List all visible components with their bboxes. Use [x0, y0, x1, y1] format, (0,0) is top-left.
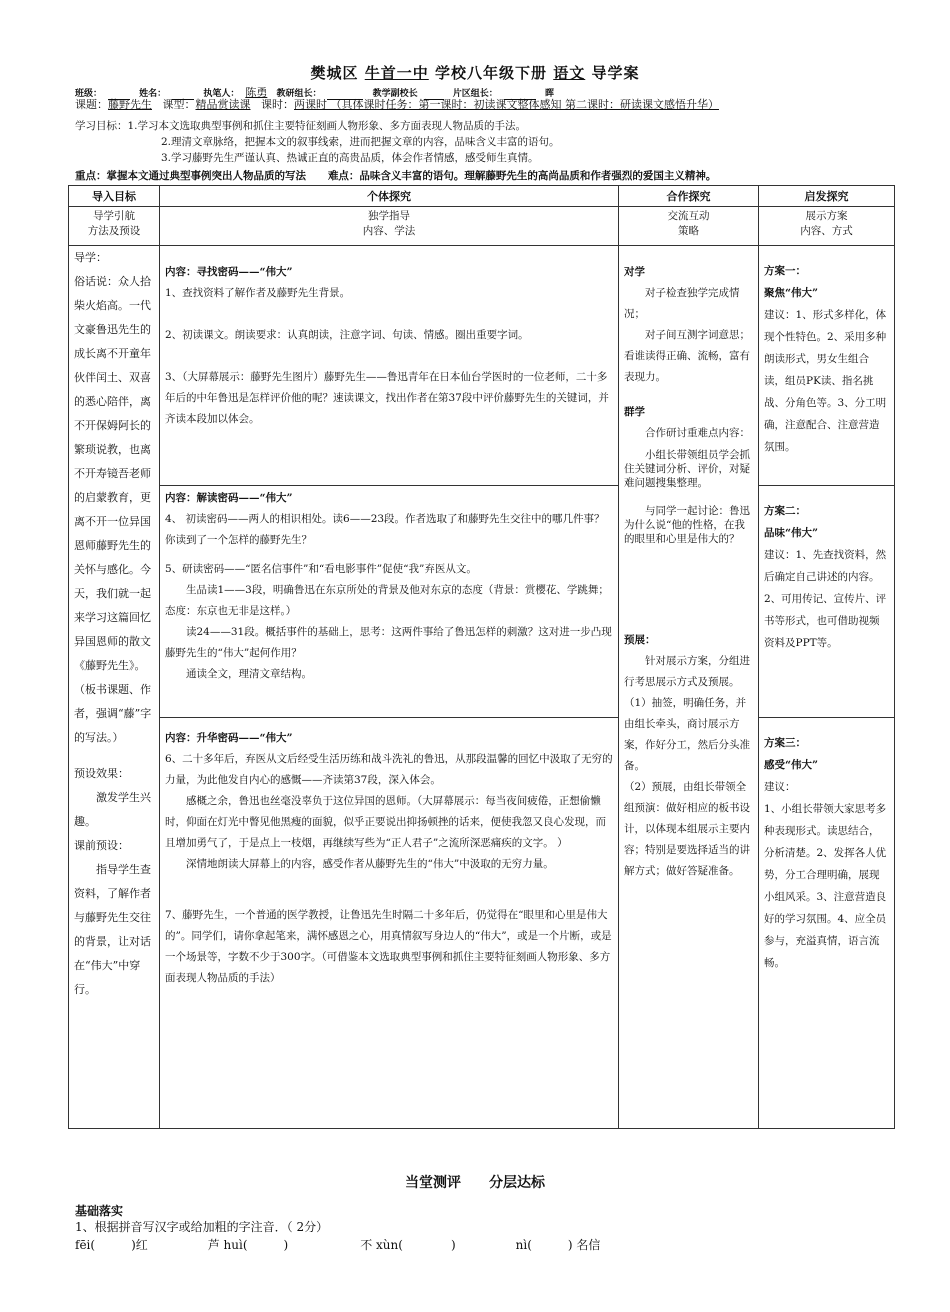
learning-goals — [75, 118, 560, 166]
topic-value: 藤野先生 — [108, 98, 152, 111]
vice-label: 教学副校长 — [372, 89, 418, 99]
author-name: 陈勇 — [245, 86, 268, 99]
block-title: 内容：寻找密码——“伟大” — [165, 266, 293, 278]
plan-text: 建议：1、形式多样化，体现个性特色。2、采用多种朗读形式，男女生组合读，组员PK读、指名挑战、分角色等。3、分工明确，注意配合、注意营造氛围。 — [764, 309, 887, 453]
table-header-row — [69, 186, 895, 207]
goal-item: 1.学习本文选取典型事例和抓住主要特征刻画人物形象、多方面表现人物品质的手法。 — [127, 120, 527, 132]
step-text: 7、藤野先生，一个普通的医学教授，让鲁迅先生时隔二十多年后，仍觉得在“眼里和心里是伟大的”。同学们，请你拿起笔来，满怀感恩之心，用真情叙写身边人的“伟大”，或是一个片断，或是一个场景等，字数不少于300字。（可借鉴本文选取典型事例和抓住主要特征刻画人物形象、多方面表现人物品质的手法） — [165, 909, 612, 984]
subheader-cell: 交流互动 策略 — [619, 207, 759, 246]
lead-label: 导学： — [74, 251, 107, 264]
type-value: 精品赏读课 — [195, 98, 251, 111]
step-text: 5、研读密码——“匿名信事件”和“看电影事件”促使“我”弃医从文。 — [165, 563, 477, 575]
basic-heading: 基础落实 — [75, 1204, 124, 1218]
step-text: 感概之余，鲁迅也丝毫没辜负于这位异国的恩师。（大屏幕展示：每当夜间疲倦，正想偷懒时，仰面在灯光中瞥见他黑瘦的面貌，似乎正要说出抑扬顿挫的话来，便使我忽又良心发现，而且增加勇气了，于是点上一枝烟，再继续写些为“正人君子”之流所深恶痛疾的文字。 ） — [165, 795, 606, 849]
plan-title: 感受“伟大” — [764, 759, 819, 771]
plan-title: 品味“伟大” — [764, 527, 819, 539]
inquiry-block-2 — [160, 486, 619, 718]
pre-text: 指导学生查资料，了解作者与藤野先生交往的背景，让对话在“伟大”中穿行。 — [74, 863, 151, 996]
question-1-items[interactable]: fēi( )红 芦 huì( ) 不 xùn( ) nì( ) 名信 — [75, 1238, 601, 1252]
table-subheader-row — [69, 207, 895, 246]
header-cell: 合作探究 — [619, 186, 759, 207]
title-grade: 学校八年级下册 — [434, 64, 547, 82]
lead-in-cell — [69, 246, 160, 1129]
goals-label: 学习目标： — [75, 120, 128, 132]
cooperation-cell — [619, 246, 759, 1129]
dui-text: 对子间互测字词意思；看谁读得正确、流畅，富有表现力。 — [624, 329, 750, 383]
goal-item: 2.理清文章脉络，把握本文的叙事线索，进而把握文章的内容，品味含义丰富的语句。 — [161, 136, 560, 148]
effect-label: 预设效果： — [74, 767, 129, 780]
step-text: 6、二十多年后，弃医从文后经受生活历练和战斗洗礼的鲁迅，从那段温馨的回忆中汲取了无穷的力量，为此他发自内心的感慨——齐读第37段，深入体会。 — [165, 753, 613, 786]
pre-label: 课前预设： — [74, 839, 129, 852]
table-body-row — [69, 246, 895, 486]
subheader-cell: 导学引航 方法及预设 — [69, 207, 160, 246]
step-text: 深情地朗读大屏幕上的内容，感受作者从藤野先生的“伟大”中汲取的无穷力量。 — [186, 858, 554, 870]
hours-value: 两课时 （具体课时任务：第一课时：初读课文整体感知 第二课时：研读课文感悟升华） — [294, 98, 719, 111]
qun-text: 小组长带领组员学会抓住关键词分析、评价，对疑难问题搜集整理。 — [624, 449, 750, 489]
area-label: 片区组长： — [452, 89, 498, 99]
title-school: 牛首一中 — [364, 64, 429, 82]
inquiry-block-1 — [160, 246, 619, 486]
question-1: 1、根据拼音写汉字或给加粗的字注音．（ 2分） — [75, 1220, 329, 1234]
plan-label: 方案二： — [764, 505, 806, 517]
yu-label: 预展： — [624, 634, 656, 646]
yu-text: 针对展示方案，分组进行考思展示方式及预展。 — [624, 655, 750, 688]
course-line — [75, 96, 719, 112]
yu-text: （2）预展，由组长带领全组预演：做好相应的板书设计，以体现本组展示主要内容；特别是要选择适当的讲解方式；做好答疑准备。 — [624, 781, 750, 877]
author-label: 执笔人： — [203, 89, 240, 99]
focus-text: 重点：掌握本文通过典型事例突出人物品质的写法 — [75, 170, 306, 182]
qun-label: 群学 — [624, 406, 645, 418]
class-label: 班级： — [75, 89, 103, 99]
plan-title: 聚焦“伟大” — [764, 287, 819, 299]
qun-text: 与同学一起讨论：鲁迅为什么说“他的性格，在我的眼里和心里是伟大的？ — [624, 505, 750, 545]
step-text: 1、查找资料了解作者及藤野先生背景。 — [165, 287, 351, 299]
block-title: 内容：解读密码——“伟大” — [165, 492, 293, 504]
step-text: 通读全文，理清文章结构。 — [186, 668, 312, 680]
table-body-row — [69, 718, 895, 1129]
step-text: 3、（大屏幕展示：藤野先生图片）藤野先生——鲁迅青年在日本仙台学医时的一位老师，二十多年后的中年鲁迅是怎样评价他的呢？速读课文，找出作者在第37段中评价藤野先生的关键词，并齐读本段加以体会。 — [165, 371, 609, 425]
name-label: 姓名： — [139, 89, 167, 99]
header-cell: 个体探究 — [160, 186, 619, 207]
dui-text: 对子检查独学完成情况； — [624, 287, 740, 320]
effect-text: 激发学生兴趣。 — [74, 791, 151, 828]
header-cell: 导入目标 — [69, 186, 160, 207]
table-body-row — [69, 486, 895, 718]
plan-text: 1、小组长带领大家思考多种表现形式。读思结合，分析清楚。2、发挥各人优势，分工合理明确，展现小组风采。3、注意营造良好的学习氛围。4、应全员参与，充溢真情，语言流畅。 — [764, 803, 887, 969]
difficulty-text: 难点：品味含义丰富的语句。理解藤野先生的高尚品质和作者强烈的爱国主义精神。 — [327, 170, 717, 182]
assessment-heading: 当堂测评 分层达标 — [405, 1175, 545, 1191]
subheader-cell: 展示方案 内容、方式 — [759, 207, 895, 246]
plan-text: 建议：1、先查找资料，然后确定自己讲述的内容。2、可用传记、宣传片、评书等形式，也可借助视频资料及PPT等。 — [764, 549, 887, 649]
header-cell: 启发探究 — [759, 186, 895, 207]
step-text: 4、 初读密码——两人的相识相处。读6——23段。作者选取了和藤野先生交往中的哪几件事？你读到了一个怎样的藤野先生？ — [165, 513, 605, 546]
lesson-table — [68, 185, 895, 1129]
plan-label: 方案一： — [764, 265, 806, 277]
step-text: 2、初读课文。朗读要求：认真朗读，注意字词、句读、情感。圈出重要字词。 — [165, 329, 529, 341]
plan-intro: 建议： — [764, 781, 796, 793]
type-label: 课型： — [162, 98, 196, 111]
plan-1-cell — [759, 246, 895, 486]
step-text: 读24——31段。概括事件的基础上，思考：这两件事给了鲁迅怎样的刺激？这对进一步凸现藤野先生的“伟大”起何作用？ — [165, 626, 612, 659]
plan-2-cell — [759, 486, 895, 718]
plan-label: 方案三： — [764, 737, 806, 749]
inquiry-block-3 — [160, 718, 619, 1129]
step-text: 生品读1——3段，明确鲁迅在东京所处的背景及他对东京的态度（背景：赏樱花、学跳舞；态度：东京也无非是这样。） — [165, 584, 609, 617]
topic-label: 课题： — [75, 98, 108, 111]
title-district: 樊城区 — [310, 64, 359, 82]
subheader-cell: 独学指导 内容、学法 — [160, 207, 619, 246]
title-subject: 语文 — [553, 64, 586, 82]
lead-text: 俗话说：众人拾柴火焰高。一代文豪鲁迅先生的成长离不开童年伙伴闰土、双喜的悉心陪伴，离不开保姆阿长的繁琐说教，也离不开寿镜吾老师的启蒙教育，更离不开一位异国恩师藤野先生的关怀与感化。今天，我们就一起来学习这篇回忆异国恩师的散文《藤野先生》。（板书课题、作者，强调“藤”字的写法。） — [74, 275, 152, 744]
goal-item: 3.学习藤野先生严谨认真、热诚正直的高贵品质，体会作者情感，感受师生真情。 — [161, 152, 539, 164]
block-title: 内容：升华密码——“伟大” — [165, 732, 293, 744]
title-suffix: 导学案 — [591, 64, 640, 82]
area-value: 晖 — [544, 89, 554, 99]
hours-label: 课时： — [261, 98, 294, 111]
key-points — [75, 168, 716, 183]
qun-text: 合作研讨重难点内容： — [645, 427, 750, 439]
leader-label: 教研组长： — [276, 89, 322, 99]
dui-label: 对学 — [624, 266, 645, 278]
plan-3-cell — [759, 718, 895, 1129]
yu-text: （1）抽签，明确任务，并由组长牵头，商讨展示方案，作好分工，然后分头准备。 — [624, 697, 750, 772]
page-title — [0, 62, 950, 83]
